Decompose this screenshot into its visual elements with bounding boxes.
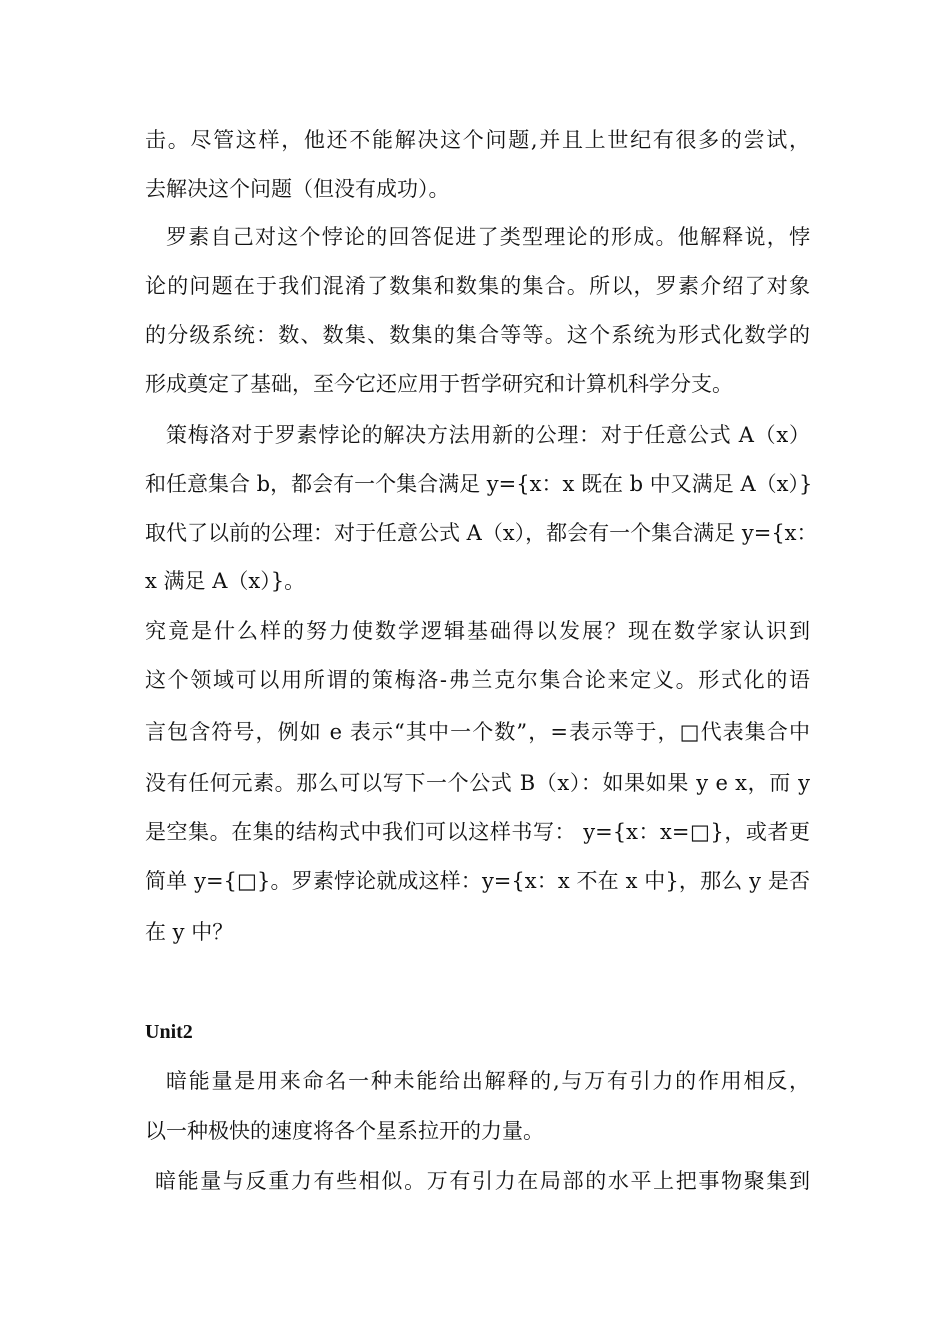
paragraph-4-line-7: 在 y 中？	[145, 920, 234, 944]
paragraph-4-line-2: 这个领域可以用所谓的策梅洛-弗兰克尔集合论来定义。形式化的语	[145, 668, 810, 692]
paragraph-4-line-1: 究竟是什么样的努力使数学逻辑基础得以发展？现在数学家认识到	[145, 619, 810, 643]
paragraph-4-line-5: 是空集。在集的结构式中我们可以这样书写： y={x：x=□}，或者更	[145, 820, 810, 844]
paragraph-4-line-6: 简单 y={□}。罗素悖论就成这样：y={x：x 不在 x 中}，那么 y 是否	[145, 869, 810, 893]
paragraph-2-line-2: 论的问题在于我们混淆了数集和数集的集合。所以，罗素介绍了对象	[145, 274, 810, 298]
paragraph-3-line-4: x 满足 A（x）}。	[145, 569, 306, 593]
section-heading: Unit2	[145, 1021, 193, 1043]
paragraph-5-line-1: 暗能量是用来命名一种未能给出解释的,与万有引力的作用相反，	[166, 1069, 810, 1093]
paragraph-2-line-4: 形成奠定了基础，至今它还应用于哲学研究和计算机科学分支。	[145, 372, 733, 396]
paragraph-1-line-1: 击。尽管这样，他还不能解决这个问题,并且上世纪有很多的尝试，	[145, 128, 810, 152]
paragraph-4-line-4: 没有任何元素。那么可以写下一个公式 B（x）：如果如果 y e x，而 y	[145, 771, 810, 795]
paragraph-3-line-1: 策梅洛对于罗素悖论的解决方法用新的公理：对于任意公式 A（x）	[166, 423, 810, 447]
paragraph-3-line-3: 取代了以前的公理：对于任意公式 A（x），都会有一个集合满足 y={x：	[145, 521, 818, 545]
paragraph-4-line-3: 言包含符号，例如 e 表示“其中一个数”，=表示等于，□代表集合中	[145, 720, 810, 744]
paragraph-6-line-1: 暗能量与反重力有些相似。万有引力在局部的水平上把事物聚集到	[155, 1169, 810, 1193]
paragraph-1-line-2: 去解决这个问题（但没有成功）。	[145, 177, 450, 201]
paragraph-2-line-3: 的分级系统：数、数集、数集的集合等等。这个系统为形式化数学的	[145, 323, 810, 347]
paragraph-2-line-1: 罗素自己对这个悖论的回答促进了类型理论的形成。他解释说，悖	[166, 225, 810, 249]
paragraph-5-line-2: 以一种极快的速度将各个星系拉开的力量。	[145, 1119, 544, 1143]
paragraph-3-line-2: 和任意集合 b，都会有一个集合满足 y={x：x 既在 b 中又满足 A（x）}	[145, 472, 813, 496]
